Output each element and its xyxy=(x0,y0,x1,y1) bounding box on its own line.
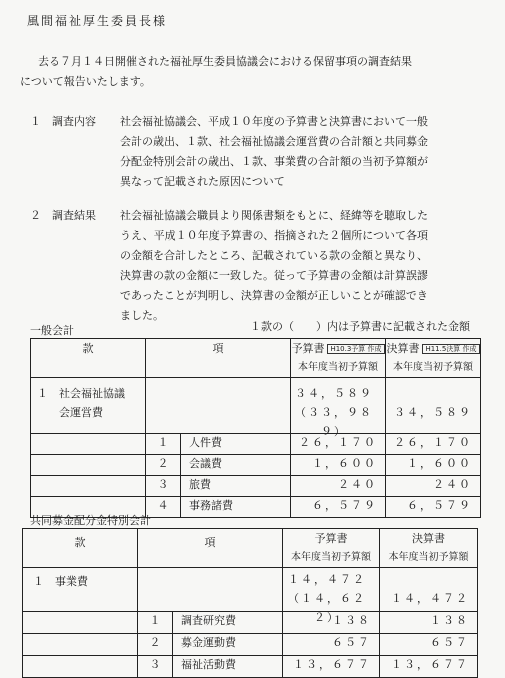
item-settlement: １３８ xyxy=(380,612,478,634)
kou-empty xyxy=(138,568,283,612)
item-name: 会議費 xyxy=(181,455,291,476)
section-1-line: 社会福祉協議会、平成１０年度の予算書と決算書において一般 xyxy=(120,115,428,128)
kan-budget: ３４，５８９ （３３，９８９） xyxy=(291,378,386,434)
item-number: １ xyxy=(138,612,173,634)
kan-empty xyxy=(31,476,146,497)
special-account-table xyxy=(22,528,478,678)
table-row xyxy=(23,568,478,612)
item-budget: ６５７ xyxy=(283,634,380,656)
settlement-stamp: H11.5決算 作成 xyxy=(422,344,479,354)
item-name: 調査研究費 xyxy=(173,612,283,634)
general-account-note: １款の（ ）内は予算書に記載された金額 xyxy=(250,320,470,333)
kan-empty xyxy=(23,656,138,678)
table-row xyxy=(31,434,481,455)
header-budget: 予算書 本年度当初予算額 xyxy=(283,529,380,568)
table-row xyxy=(31,455,481,476)
header-kan: 款 xyxy=(31,339,146,378)
special-account-title: 共同募金配分金特別会計 xyxy=(30,514,151,527)
section-2-line: ました。 xyxy=(120,309,164,322)
table-row xyxy=(23,656,478,678)
kan-budget: １４，４７２ （１４，６２２） xyxy=(283,568,380,612)
addressee: 風間福祉厚生委員長様 xyxy=(27,14,168,28)
section-2-line: うえ、平成１０年度予算書の、指摘された２個所について各項 xyxy=(120,229,428,242)
item-settlement: ２４０ xyxy=(386,476,481,497)
section-1-line: 異なって記載された原因について xyxy=(120,175,285,188)
section-1-number: １ xyxy=(30,115,41,128)
kou-empty xyxy=(146,378,291,434)
section-2-line: であったことが判明し、決算書の金額が正しいことが確認でき xyxy=(120,289,428,302)
item-settlement: １，６００ xyxy=(386,455,481,476)
intro-line-2: について報告いたします。 xyxy=(20,75,151,88)
kan-empty xyxy=(31,434,146,455)
kan-empty xyxy=(23,634,138,656)
general-account-table xyxy=(30,338,481,518)
intro-line-1: 去る７月１４日開催された福祉厚生委員協議会における保留事項の調査結果 xyxy=(38,55,412,68)
header-settlement: 決算書 本年度当初予算額 xyxy=(380,529,478,568)
item-budget: １３，６７７ xyxy=(283,656,380,678)
section-1-heading: 調査内容 xyxy=(52,115,96,128)
item-name: 人件費 xyxy=(181,434,291,455)
item-number: ３ xyxy=(146,476,181,497)
item-name: 募金運動費 xyxy=(173,634,283,656)
item-settlement: ６，５７９ xyxy=(386,497,481,518)
item-number: １ xyxy=(146,434,181,455)
kan-name: １ 社会福祉協議 会運営費 xyxy=(31,378,146,434)
header-settlement: 決算書 H11.5決算 作成 本年度当初予算額 xyxy=(386,339,481,378)
kan-name: １ 事業費 xyxy=(23,568,138,612)
general-account-title: 一般会計 xyxy=(30,324,74,337)
section-2-number: ２ xyxy=(30,209,41,222)
budget-stamp: H10.3予算 作成 xyxy=(327,344,384,354)
item-number: ３ xyxy=(138,656,173,678)
item-budget: ６，５７９ xyxy=(291,497,386,518)
item-budget: ２６，１７０ xyxy=(291,434,386,455)
table-header-row xyxy=(31,339,481,378)
header-budget: 予算書 H10.3予算 作成 本年度当初予算額 xyxy=(291,339,386,378)
table-row xyxy=(23,634,478,656)
kan-settlement: ３４，５８９ xyxy=(386,378,481,434)
kan-settlement: １４，４７２ xyxy=(380,568,478,612)
kan-empty xyxy=(23,612,138,634)
item-number: ２ xyxy=(146,455,181,476)
item-number: ４ xyxy=(146,497,181,518)
item-name: 福祉活動費 xyxy=(173,656,283,678)
header-kan: 款 xyxy=(23,529,138,568)
table-header-row xyxy=(23,529,478,568)
section-2-line: 決算書の款の金額に一致した。従って予算書の金額は計算誤謬 xyxy=(120,269,428,282)
item-number: ２ xyxy=(138,634,173,656)
item-settlement: ６５７ xyxy=(380,634,478,656)
kan-empty xyxy=(31,455,146,476)
section-1-line: 分配金特別会計の歳出、１款、事業費の合計額の当初予算額が xyxy=(120,155,428,168)
item-name: 旅費 xyxy=(181,476,291,497)
item-name: 事務諸費 xyxy=(181,497,291,518)
table-row xyxy=(31,378,481,434)
section-2-heading: 調査結果 xyxy=(52,209,96,222)
table-row xyxy=(31,476,481,497)
header-kou: 項 xyxy=(138,529,283,568)
section-2-line: の金額を合計したところ、記載されている款の金額と異なり、 xyxy=(120,249,428,262)
item-settlement: ２６，１７０ xyxy=(386,434,481,455)
section-1-line: 会計の歳出、１款、社会福祉協議会運営費の合計額と共同募金 xyxy=(120,135,428,148)
section-2-line: 社会福祉協議会職員より関係書類をもとに、経緯等を聴取した xyxy=(120,209,428,222)
header-kou: 項 xyxy=(146,339,291,378)
table-row xyxy=(23,612,478,634)
item-budget: １，６００ xyxy=(291,455,386,476)
item-budget: ２４０ xyxy=(291,476,386,497)
item-budget: １３８ xyxy=(283,612,380,634)
item-settlement: １３，６７７ xyxy=(380,656,478,678)
